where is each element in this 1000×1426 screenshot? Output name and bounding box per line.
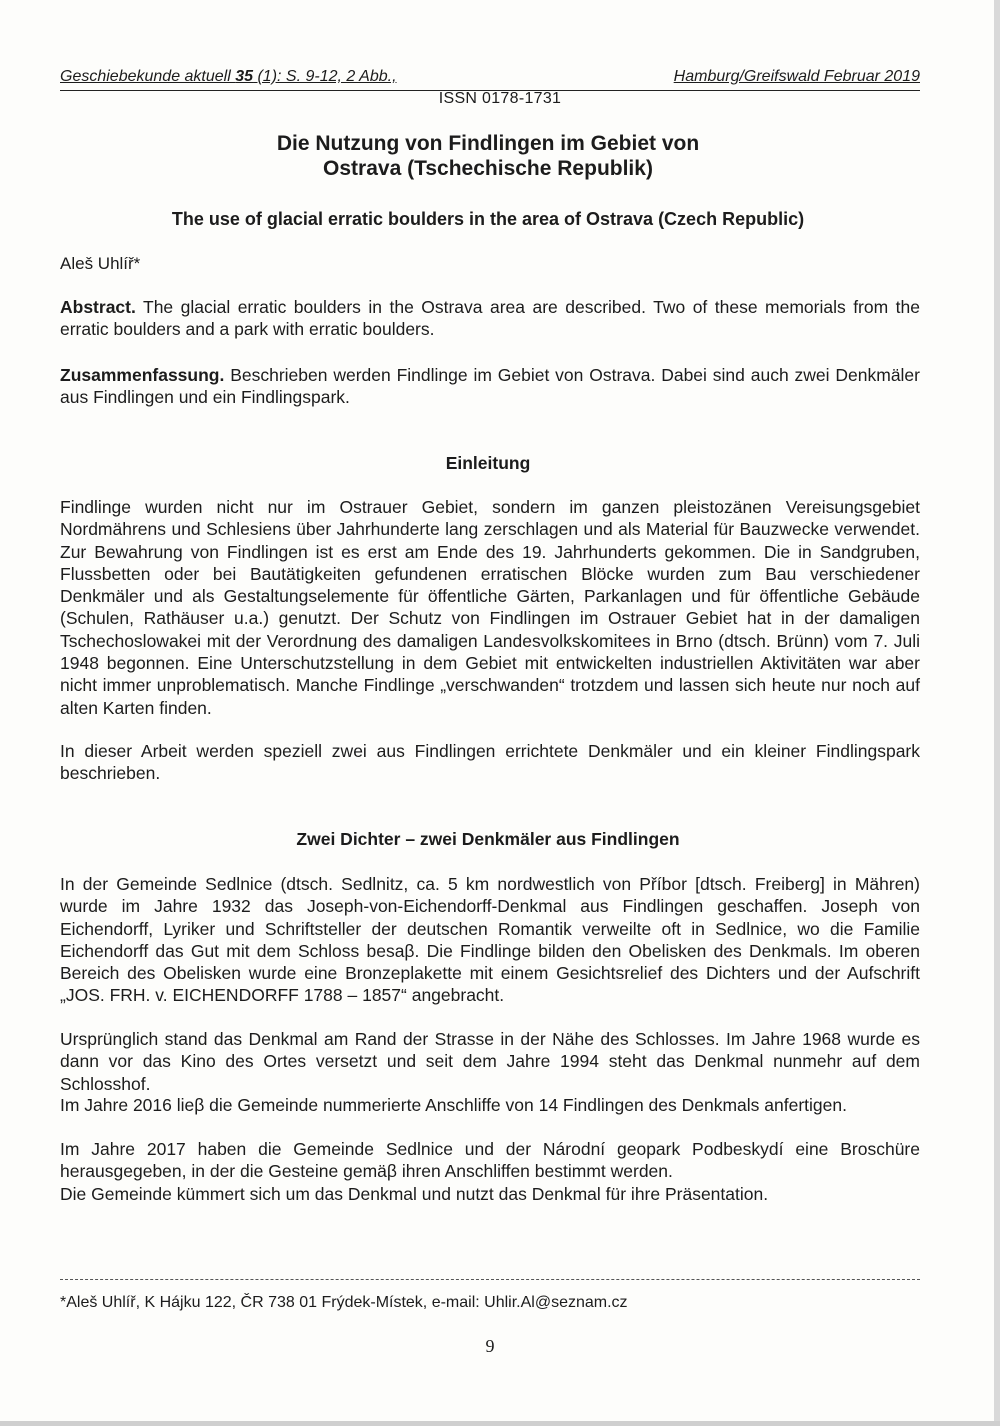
article-title-line-1: Die Nutzung von Findlingen im Gebiet von — [276, 132, 700, 155]
zusammenfassung-label: Zusammenfassung. — [60, 365, 225, 385]
journal-citation: Geschiebekunde aktuell 35 (1): S. 9-12, 2 Abb., — [60, 68, 397, 85]
author-name: Aleš Uhlíř* — [60, 254, 141, 273]
section-heading-zwei-dichter: Zwei Dichter – zwei Denkmäler aus Findlingen — [296, 829, 680, 849]
section-heading-einleitung: Einleitung — [445, 453, 531, 473]
abstract-text: The glacial erratic boulders in the Ostrava area are described. Two of these memorials from the erratic boulders and a park with erratic boulders. — [60, 297, 920, 340]
author-footnote: *Aleš Uhlíř, K Hájku 122, ČR 738 01 Frýdek-Místek, e-mail: Uhlir.Al@seznam.cz — [60, 1294, 628, 1311]
page-number: 9 — [485, 1336, 495, 1356]
zwei-dichter-paragraph-3: Im Jahre 2016 lieβ die Gemeinde nummerierte Anschliffe von 14 Findlingen des Denkmals anfertigen. — [60, 1095, 847, 1115]
zusammenfassung-text: Beschrieben werden Findlinge im Gebiet von Ostrava. Dabei sind auch zwei Denkmäler aus Findlingen und ein Findlingspark. — [60, 365, 920, 408]
footnote-divider — [60, 1279, 920, 1280]
zwei-dichter-paragraph-2: Ursprünglich stand das Denkmal am Rand der Strasse in der Nähe des Schlosses. Im Jahre 1968 wurde es dann vor das Kino des Ortes versetzt und seit dem Jahre 1994 steht das Denkmal nunmehr auf dem Schlosshof. — [60, 1029, 920, 1094]
place-date: Hamburg/Greifswald Februar 2019 — [673, 68, 920, 85]
abstract-label: Abstract. — [60, 297, 136, 317]
journal-volume: 35 — [235, 68, 254, 85]
scan-edge-bottom — [0, 1421, 1000, 1426]
article-title — [0, 131, 976, 181]
einleitung-paragraph-1: Findlinge wurden nicht nur im Ostrauer Gebiet, sondern im ganzen pleistozänen Vereisungsgebiet Nordmährens und Schlesiens über Jahrhunderte lang zerschlagen und als Material für Bauzwecke verwendet. Zur Bewahrung von Findlingen ist es erst am Ende des 19. Jahrhunderts gekommen. Die in Sandgruben, Flussbetten oder bei Bautätigkeiten gefundenen erratischen Blöcke wurden zum Bau verschiedener Denkmäler und als Gestaltungselemente für öffentliche Gärten, Parkanlagen und für öffentliche Gebäude (Schulen, Rathäuser u.a.) genutzt. Der Schutz von Findlingen im Ostrauer Gebiet hat in der damaligen Tschechoslowakei mit der Verordnung des damaligen Landesvolkskomitees in Brno (dtsch. Brünn) vom 7. Juli 1948 begonnen. Eine Unterschutzstellung in dem Gebiet mit entwickelten industriellen Aktivitäten war aber nicht immer unproblematisch. Manche Findlinge „verschwanden“ trotzdem und lassen sich heute nur noch auf alten Karten finden. — [60, 497, 920, 718]
einleitung-paragraph-2: In dieser Arbeit werden speziell zwei aus Findlingen errichtete Denkmäler und ein kleiner Findlingspark beschrieben. — [60, 741, 920, 784]
abstract — [60, 296, 920, 341]
zusammenfassung — [60, 364, 920, 409]
english-title: The use of glacial erratic boulders in the area of Ostrava (Czech Republic) — [171, 209, 805, 229]
zwei-dichter-paragraph-4: Im Jahre 2017 haben die Gemeinde Sedlnice und der Národní geopark Podbeskydí eine Broschüre herausgegeben, in der die Gesteine gemäβ ihren Anschliffen bestimmt werden. — [60, 1139, 920, 1182]
zwei-dichter-paragraph-5: Die Gemeinde kümmert sich um das Denkmal und nutzt das Denkmal für ihre Präsentation. — [60, 1184, 769, 1204]
article-title-line-2: Ostrava (Tschechische Republik) — [323, 157, 653, 180]
issn: ISSN 0178-1731 — [438, 90, 562, 107]
zwei-dichter-paragraph-1: In der Gemeinde Sedlnice (dtsch. Sedlnitz, ca. 5 km nordwestlich von Příbor [dtsch. Freiberg] in Mähren) wurde im Jahre 1932 das Joseph-von-Eichendorff-Denkmal aus Findlingen geschaffen. Joseph von Eichendorff, Lyriker und Schriftsteller der deutschen Romantik verweilte oft in Sedlnice, wo die Familie Eichendorff das Gut mit dem Schloss besaβ. Die Findlinge bilden den Obelisken des Denkmals. Im oberen Bereich des Obelisken wurde eine Bronzeplakette mit einem Gesichtsrelief des Dichters und der Aufschrift „JOS. FRH. v. EICHENDORFF 1788 – 1857“ angebracht. — [60, 874, 920, 1006]
scan-edge-right — [994, 0, 1000, 1426]
running-header — [60, 66, 920, 91]
